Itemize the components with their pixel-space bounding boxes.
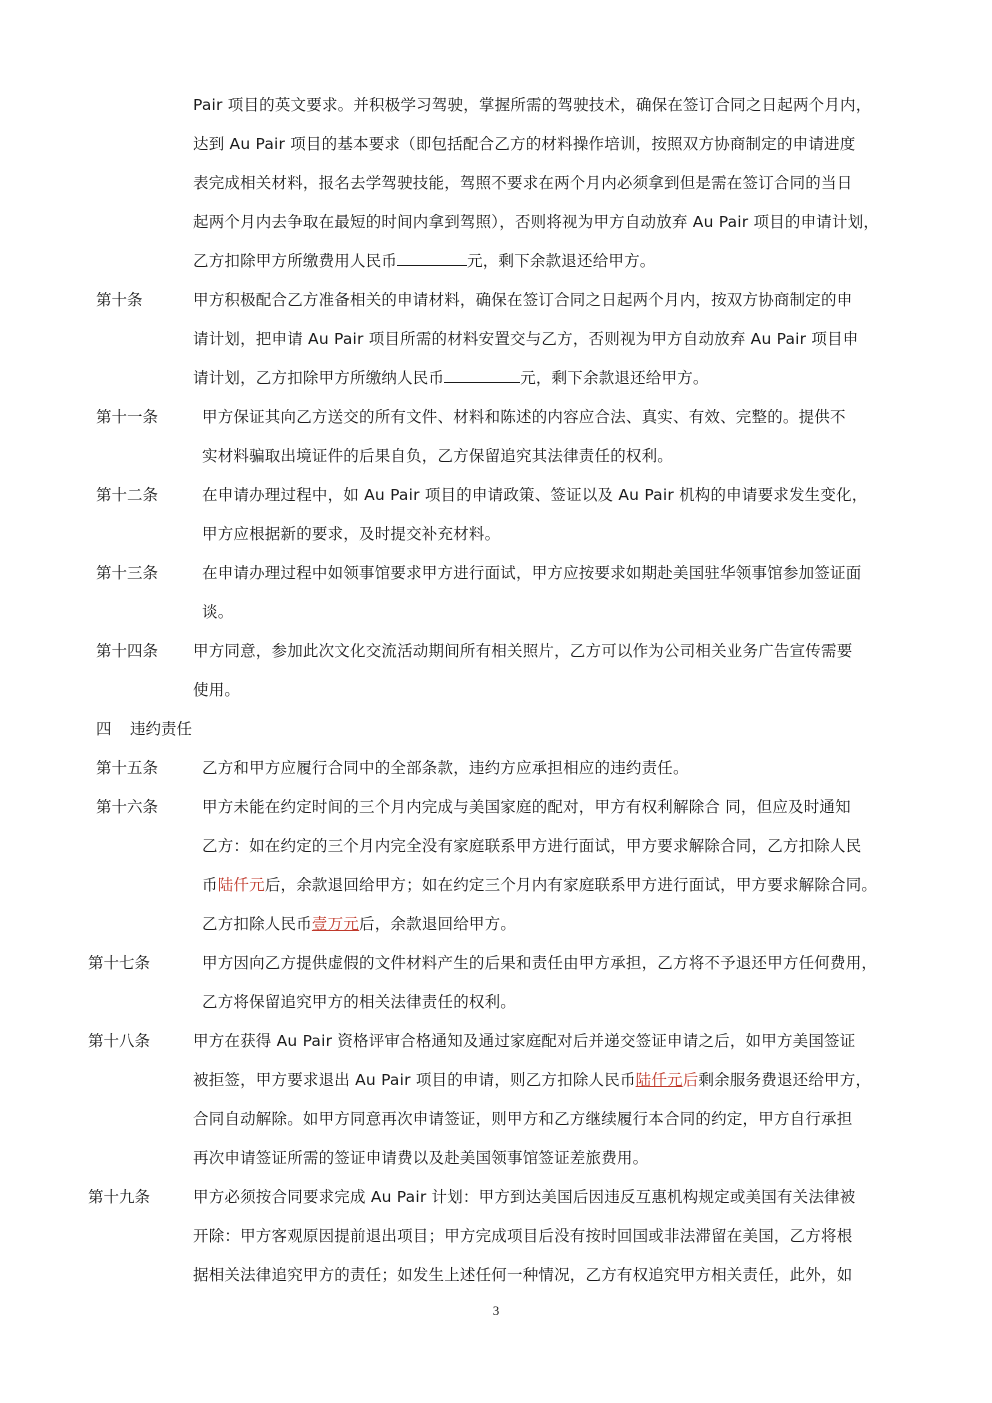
section-4-title: 违约责任 [130,720,193,738]
clause-10-label: 第十条 [96,291,143,309]
clause-16-l3-a: 币 [202,876,218,894]
clause-18-l2-b: 剩余服务费退还给甲方， [698,1071,872,1089]
clause-16-l4-a: 乙方扣除人民币 [202,915,312,933]
clause-16-line-3 [202,875,877,895]
clause-18-l2-a: 被拒签，甲方要求退出 Au Pair 项目的申请，则乙方扣除人民币 [193,1071,636,1089]
clause-10-last-a: 请计划，乙方扣除甲方所缴纳人民币 [193,369,445,387]
clause-15-label: 第十五条 [96,759,159,777]
clause-9-last-a: 乙方扣除甲方所缴费用人民币 [193,252,398,270]
clause-11-line-2: 实材料骗取出境证件的后果自负，乙方保留追究其法律责任的权利。 [202,447,674,465]
clause-19-line-2: 开除：甲方客观原因提前退出项目；甲方完成项目后没有按时回国或非法滞留在美国，乙方将根 [193,1227,853,1245]
amount-ten-thousand: 壹万元 [311,915,360,933]
amount-six-thousand-2: 陆仟元 [635,1071,683,1089]
clause-18-line-4: 再次申请签证所需的签证申请费以及赴美国领事馆签证差旅费用。 [193,1149,649,1167]
amount-six-thousand: 陆仟元 [217,876,265,894]
clause-10-line-2: 请计划，把申请 Au Pair 项目所需的材料安置交与乙方，否则视为甲方自动放弃 Au Pair 项目申 [193,330,859,348]
clause-11-line-1: 甲方保证其向乙方送交的所有文件、材料和陈述的内容应合法、真实、有效、完整的。提供不 [202,408,846,426]
clause-14-line-1: 甲方同意，参加此次文化交流活动期间所有相关照片，乙方可以作为公司相关业务广告宣传需要 [193,642,853,660]
clause-15-line-1: 乙方和甲方应履行合同中的全部条款，违约方应承担相应的违约责任。 [202,759,689,777]
clause-16-l3-b: 后，余款退回给甲方；如在约定三个月内有家庭联系甲方进行面试，甲方要求解除合同。 [264,876,878,894]
clause-16-line-2: 乙方：如在约定的三个月内完全没有家庭联系甲方进行面试，甲方要求解除合同，乙方扣除人民 [202,837,862,855]
clause-10-line-1: 甲方积极配合乙方准备相关的申请材料，确保在签订合同之日起两个月内，按双方协商制定的申 [193,291,853,309]
clause-9-line-3: 表完成相关材料，报名去学驾驶技能，驾照不要求在两个月内必须拿到但是需在签订合同的当日 [193,174,853,192]
clause-19-label: 第十九条 [88,1188,151,1206]
clause-9-line-5 [193,251,656,271]
clause-16-label: 第十六条 [96,798,159,816]
clause-11-label: 第十一条 [96,408,159,426]
clause-19-line-3: 据相关法律追究甲方的责任；如发生上述任何一种情况，乙方有权追究甲方相关责任，此外，如 [193,1266,853,1284]
page-number: 3 [492,1303,500,1318]
clause-12-label: 第十二条 [96,486,159,504]
clause-18-line-2 [193,1070,871,1090]
clause-16-line-1: 甲方未能在约定时间的三个月内完成与美国家庭的配对，甲方有权利解除合 同，但应及时通知 [202,798,851,816]
clause-17-label: 第十七条 [88,954,151,972]
clause-9-last-b: 元，剩下余款退还给甲方。 [467,252,656,270]
clause-13-label: 第十三条 [96,564,159,582]
clause-16-line-4 [202,914,516,934]
clause-12-line-2: 甲方应根据新的要求，及时提交补充材料。 [202,525,501,543]
clause-9-line-1: Pair 项目的英文要求。并积极学习驾驶，掌握所需的驾驶技术，确保在签订合同之日起两个月内， [193,96,872,114]
amount-blank [444,368,520,383]
clause-18-l2-red-after: 后 [682,1071,699,1089]
clause-18-label: 第十八条 [88,1032,151,1050]
clause-9-line-4: 起两个月内去争取在最短的时间内拿到驾照），否则将视为甲方自动放弃 Au Pair 项目的申请计划， [193,213,880,231]
section-4-number: 四 [96,720,112,738]
clause-10-last-b: 元，剩下余款退还给甲方。 [520,369,709,387]
clause-18-line-1: 甲方在获得 Au Pair 资格评审合格通知及通过家庭配对后并递交签证申请之后，如甲方美国签证 [193,1032,856,1050]
clause-12-line-1: 在申请办理过程中，如 Au Pair 项目的申请政策、签证以及 Au Pair 机构的申请要求发生变化， [202,486,868,504]
clause-14-line-2: 使用。 [193,681,241,699]
clause-16-l4-b: 后，余款退回给甲方。 [359,915,517,933]
clause-17-line-1: 甲方因向乙方提供虚假的文件材料产生的后果和责任由甲方承担，乙方将不予退还甲方任何费用， [202,954,878,972]
clause-9-line-2: 达到 Au Pair 项目的基本要求（即包括配合乙方的材料操作培训，按照双方协商制定的申请进度 [193,135,856,153]
amount-blank [397,251,467,266]
clause-14-label: 第十四条 [96,642,159,660]
clause-19-line-1: 甲方必须按合同要求完成 Au Pair 计划：甲方到达美国后因违反互惠机构规定或美国有关法律被 [193,1188,856,1206]
clause-18-line-3: 合同自动解除。如甲方同意再次申请签证，则甲方和乙方继续履行本合同的约定，甲方自行承担 [193,1110,853,1128]
clause-13-line-1: 在申请办理过程中如领事馆要求甲方进行面试，甲方应按要求如期赴美国驻华领事馆参加签证面 [202,564,862,582]
clause-13-line-2: 谈。 [202,603,234,621]
clause-10-line-3 [193,368,709,388]
clause-17-line-2: 乙方将保留追究甲方的相关法律责任的权利。 [202,993,517,1011]
